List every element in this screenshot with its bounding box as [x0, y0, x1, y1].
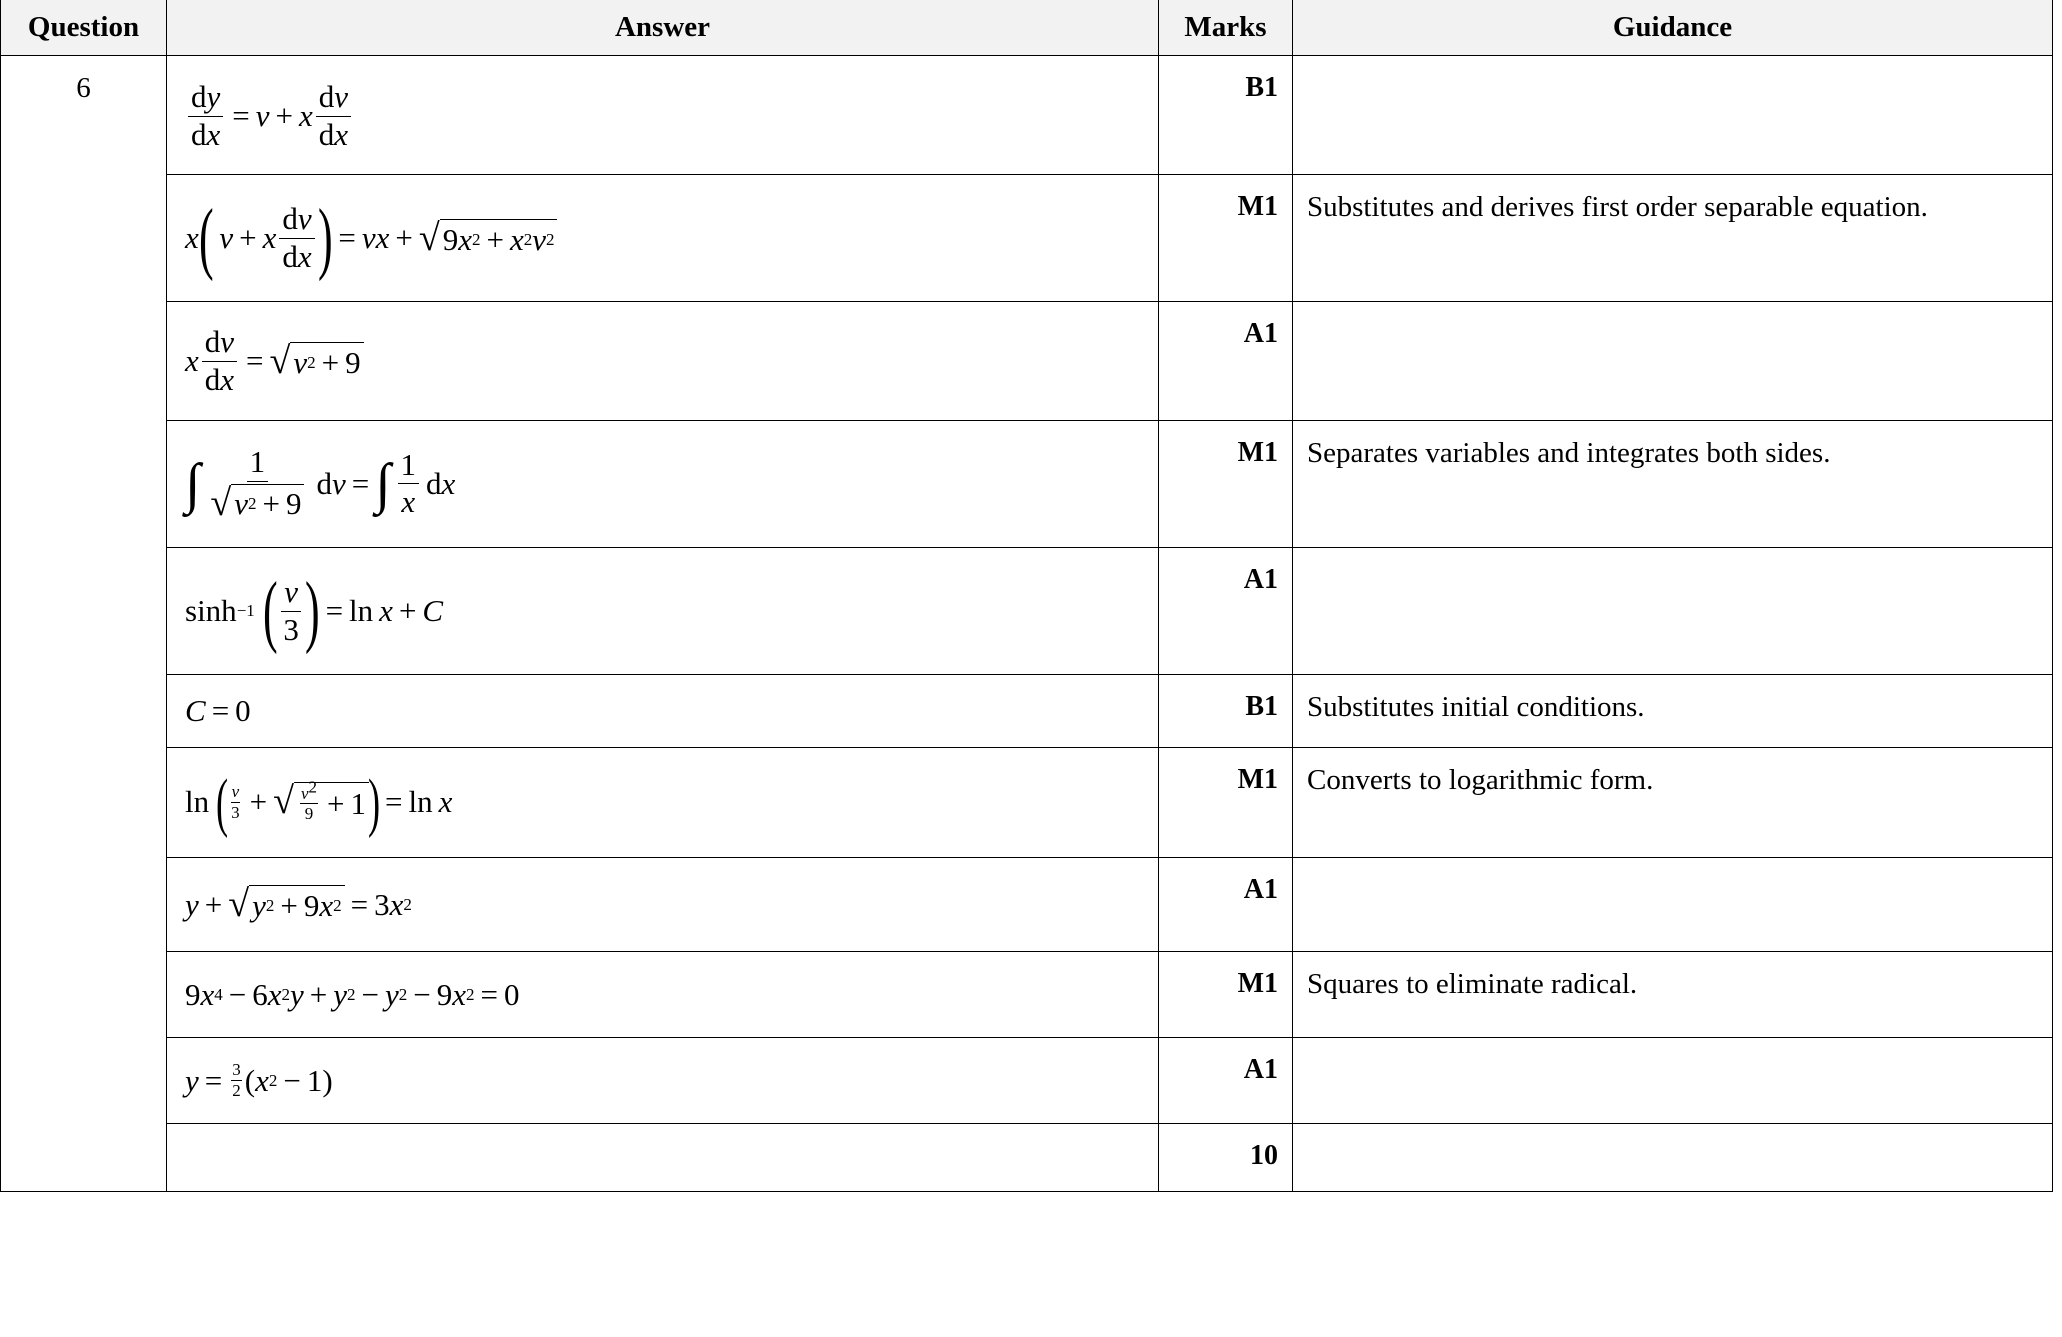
math-expression: y + √ y 2 + 9 x 2 = 3 x 2: [185, 883, 412, 925]
answer-cell: [167, 1038, 1159, 1124]
table-row: [1, 56, 2053, 175]
marks-cell: M1: [1159, 748, 1293, 858]
guidance-cell: Substitutes initial conditions.: [1293, 675, 2053, 748]
header-guidance: Guidance: [1293, 0, 2053, 56]
answer-cell: [167, 175, 1159, 302]
table-row: [1, 421, 2053, 548]
table-row: [1, 858, 2053, 952]
marks-cell: A1: [1159, 1038, 1293, 1124]
table-row-total: [1, 1124, 2053, 1192]
answer-cell: [167, 302, 1159, 421]
math-expression: x $\frac{dv}{dx}$ = √ v 2 + 9: [185, 326, 364, 396]
math-expression: sinh −1 ( $\frac{v}{3}$ ) = ln x + C: [185, 567, 444, 655]
total-marks-cell: 10: [1159, 1124, 1293, 1192]
answer-cell: [167, 952, 1159, 1038]
table-row: [1, 175, 2053, 302]
math-expression: x ( v + x $\frac{dv}{dx}$ ) = vx + √ 9 x 2 + x 2 v 2: [185, 202, 557, 274]
math-expression: $\frac{dy}{dx}$ = v + x $\frac{dv}{dx}$: [185, 81, 354, 151]
guidance-cell: [1293, 1124, 2053, 1192]
table-row: [1, 675, 2053, 748]
guidance-cell: Substitutes and derives first order separable equation.: [1293, 175, 2053, 302]
header-row: [1, 0, 2053, 56]
answer-cell: [167, 421, 1159, 548]
marks-cell: B1: [1159, 675, 1293, 748]
marks-cell: B1: [1159, 56, 1293, 175]
header-question: Question: [1, 0, 167, 56]
answer-cell: [167, 858, 1159, 952]
math-expression: C = 0: [185, 693, 251, 728]
table-row: [1, 952, 2053, 1038]
math-expression: y = $\frac{3}{2}$ ( x 2 − 1): [185, 1060, 333, 1100]
header-marks: Marks: [1159, 0, 1293, 56]
table-row: [1, 748, 2053, 858]
math-expression: ∫ 1 √ v 2 + 9 dv = ∫ $\frac{1}{x}$ dx: [185, 444, 456, 524]
answer-cell: [167, 675, 1159, 748]
math-expression: 9 x 4 − 6 x 2 y + y 2 − y 2 − 9 x 2 = 0: [185, 976, 520, 1012]
answer-cell: [167, 548, 1159, 675]
marks-cell: M1: [1159, 421, 1293, 548]
answer-cell: [167, 1124, 1159, 1192]
math-expression: ln ( $\frac{v}{3}$ + √ $\frac{v^2}{9}$ + 1 ) = ln x: [185, 765, 453, 839]
guidance-cell: Squares to eliminate radical.: [1293, 952, 2053, 1038]
guidance-cell: [1293, 858, 2053, 952]
answer-cell: [167, 748, 1159, 858]
marks-cell: A1: [1159, 302, 1293, 421]
table-row: [1, 302, 2053, 421]
table-row: [1, 1038, 2053, 1124]
marks-cell: M1: [1159, 952, 1293, 1038]
guidance-cell: Converts to logarithmic form.: [1293, 748, 2053, 858]
header-answer: Answer: [167, 0, 1159, 56]
guidance-cell: Separates variables and integrates both sides.: [1293, 421, 2053, 548]
answer-cell: [167, 56, 1159, 175]
marks-cell: A1: [1159, 548, 1293, 675]
marks-cell: A1: [1159, 858, 1293, 952]
marks-cell: M1: [1159, 175, 1293, 302]
question-number: 6: [1, 56, 167, 1192]
guidance-cell: [1293, 56, 2053, 175]
table-row: [1, 548, 2053, 675]
guidance-cell: [1293, 1038, 2053, 1124]
guidance-cell: [1293, 548, 2053, 675]
guidance-cell: [1293, 302, 2053, 421]
